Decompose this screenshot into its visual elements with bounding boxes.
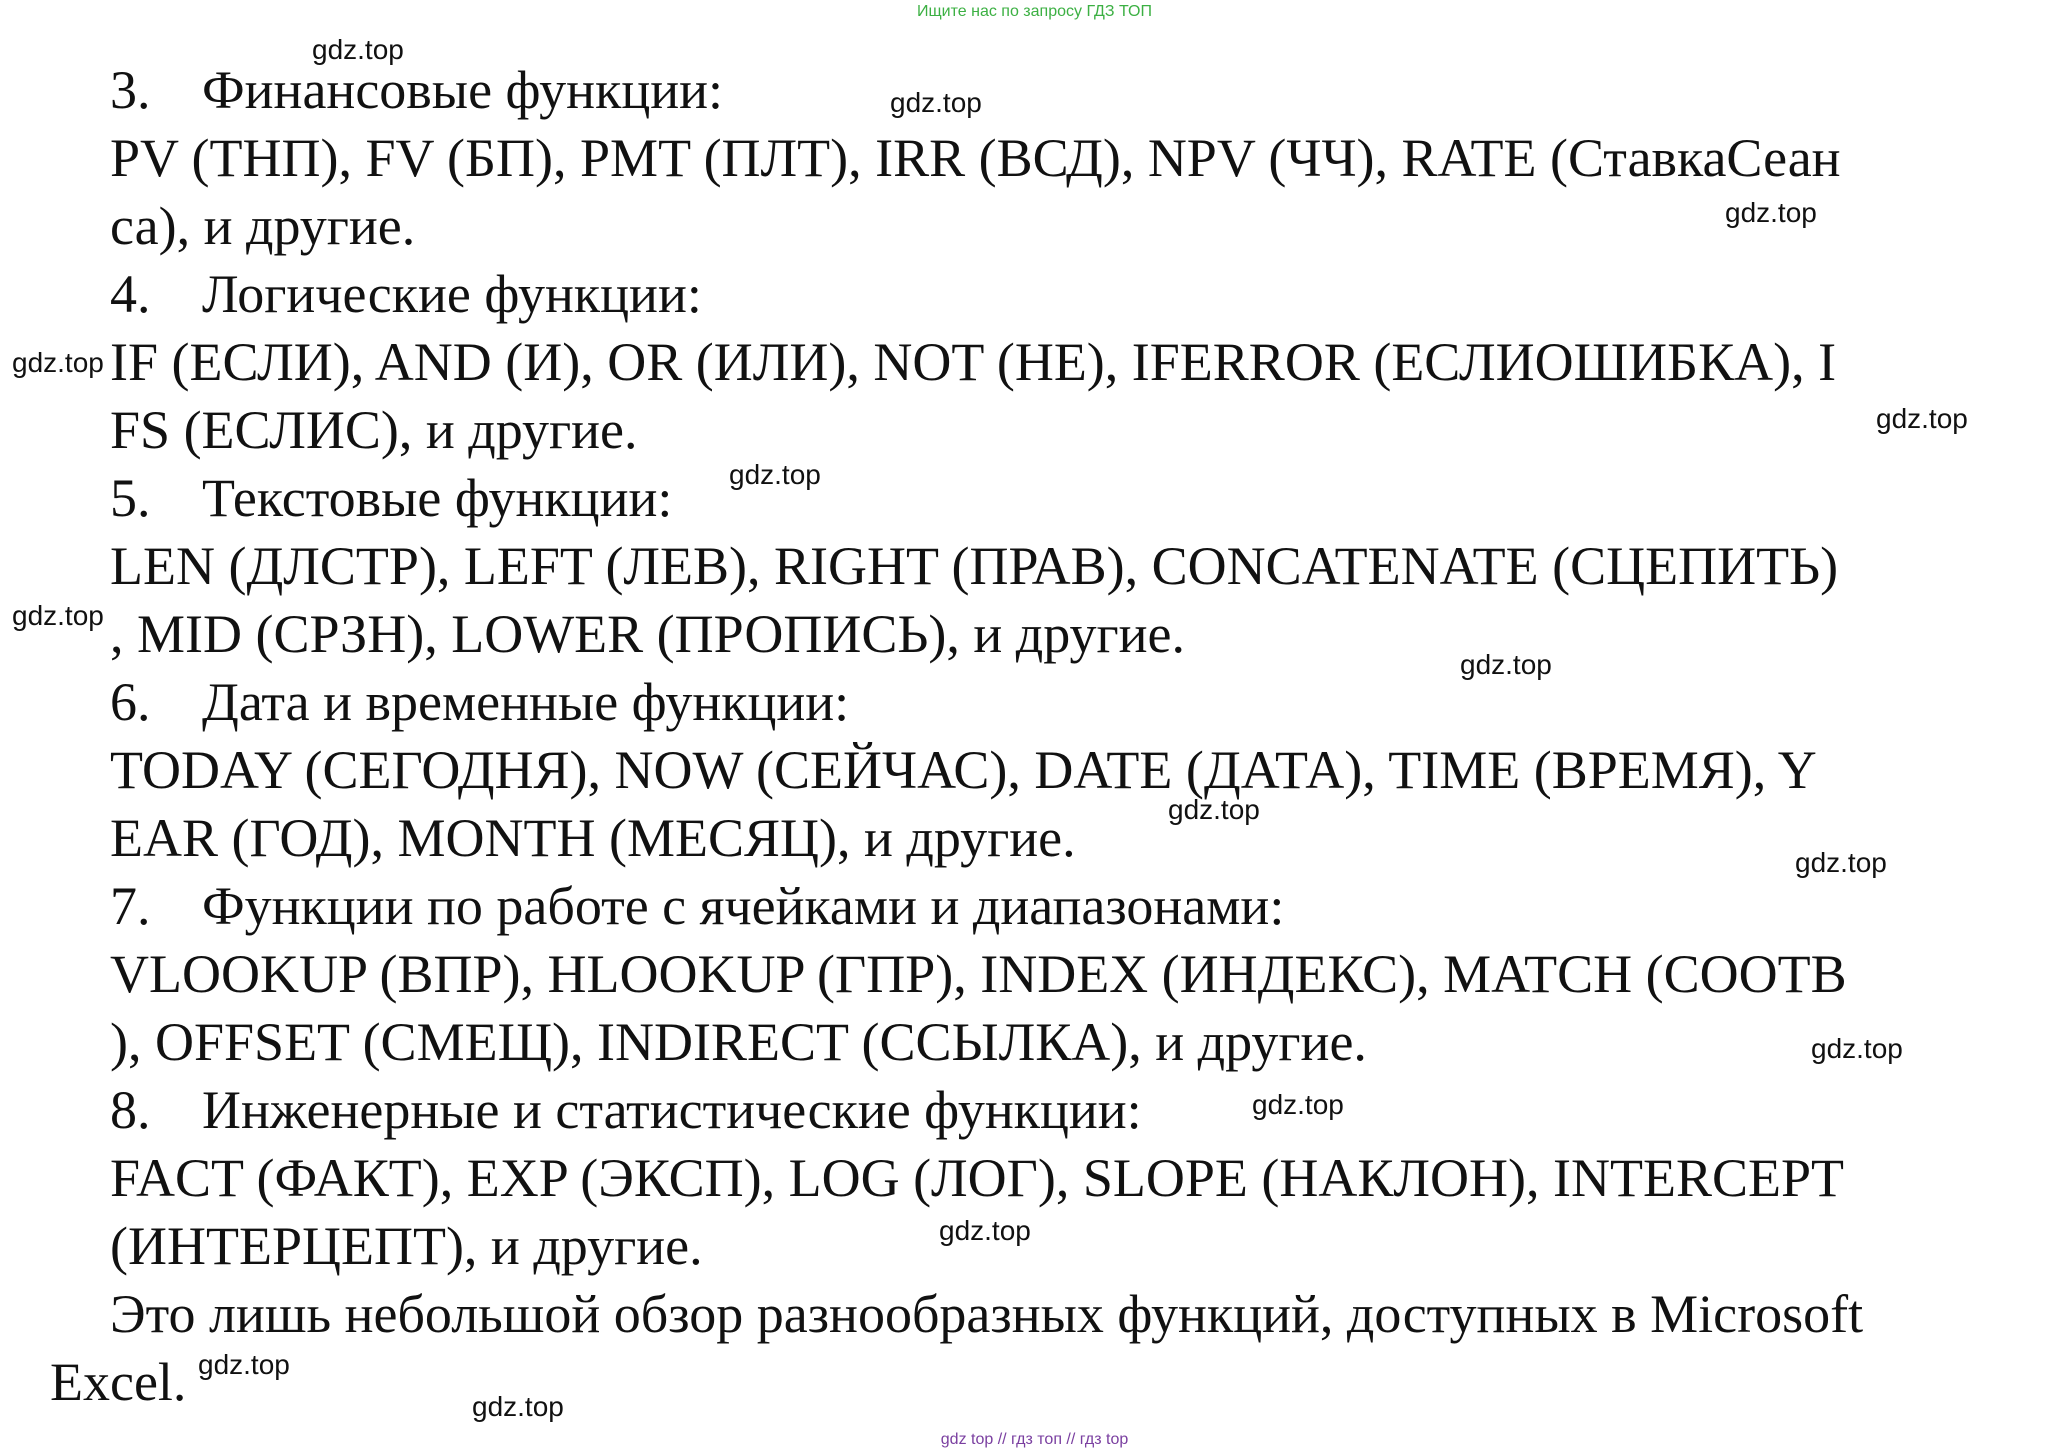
section-text-line: , MID (СРЗН), LOWER (ПРОПИСЬ), и другие.: [110, 604, 1186, 664]
section-heading: [110, 1080, 1142, 1140]
section-text-line: FACT (ФАКТ), EXP (ЭКСП), LOG (ЛОГ), SLOPE (НАКЛОН), INTERCEPT: [110, 1148, 1844, 1208]
watermark: gdz.top: [312, 34, 404, 65]
watermark: gdz.top: [12, 347, 104, 378]
section-text-line: са), и другие.: [110, 196, 416, 256]
watermark: gdz.top: [1168, 794, 1260, 825]
section-text-line: (ИНТЕРЦЕПТ), и другие.: [110, 1216, 703, 1276]
section-text-line: VLOOKUP (ВПР), HLOOKUP (ГПР), INDEX (ИНДЕКС), MATCH (СООТВ: [110, 944, 1847, 1004]
watermark: gdz.top: [198, 1349, 290, 1380]
section-title: Текстовые функции:: [202, 468, 673, 528]
watermark: gdz.top: [1725, 197, 1817, 228]
conclusion-line: Это лишь небольшой обзор разнообразных функций, доступных в Microsoft: [110, 1284, 1864, 1344]
section-number: 8.: [110, 1080, 151, 1140]
watermark: gdz.top: [1811, 1033, 1903, 1064]
section-title: Логические функции:: [202, 264, 702, 324]
watermark: gdz.top: [729, 459, 821, 490]
section-title: Дата и временные функции:: [202, 672, 850, 732]
watermark: gdz.top: [1795, 847, 1887, 878]
section-text-line: LEN (ДЛСТР), LEFT (ЛЕВ), RIGHT (ПРАВ), CONCATENATE (СЦЕПИТЬ): [110, 536, 1839, 596]
section-title: Инженерные и статистические функции:: [202, 1080, 1142, 1140]
section-number: 7.: [110, 876, 151, 936]
top-banner: Ищите нас по запросу ГДЗ ТОП: [917, 3, 1152, 20]
section-title: Функции по работе с ячейками и диапазонами:: [202, 876, 1285, 936]
section-number: 6.: [110, 672, 151, 732]
section-title: Финансовые функции:: [202, 60, 724, 120]
section-number: 5.: [110, 468, 151, 528]
watermark: gdz.top: [1460, 649, 1552, 680]
section-heading: [110, 264, 702, 324]
section-text-line: ), OFFSET (СМЕЩ), INDIRECT (ССЫЛКА), и другие.: [110, 1012, 1367, 1072]
section-text-line: TODAY (СЕГОДНЯ), NOW (СЕЙЧАС), DATE (ДАТА), TIME (ВРЕМЯ), Y: [110, 740, 1817, 800]
section-heading: [110, 60, 723, 120]
section-heading: [110, 672, 849, 732]
section-text-line: FS (ЕСЛИС), и другие.: [110, 400, 638, 460]
watermark: gdz.top: [890, 87, 982, 118]
watermark: gdz.top: [12, 600, 104, 631]
watermark: gdz.top: [1876, 403, 1968, 434]
watermark: gdz.top: [472, 1391, 564, 1422]
section-text-line: PV (ТНП), FV (БП), PMT (ПЛТ), IRR (ВСД), NPV (ЧЧ), RATE (СтавкаСеан: [110, 128, 1841, 188]
section-heading: [110, 876, 1284, 936]
conclusion-line: Excel.: [50, 1352, 187, 1412]
section-number: 4.: [110, 264, 151, 324]
watermark: gdz.top: [1252, 1089, 1344, 1120]
section-number: 3.: [110, 60, 151, 120]
section-text-line: IF (ЕСЛИ), AND (И), OR (ИЛИ), NOT (НЕ), IFERROR (ЕСЛИОШИБКА), I: [110, 332, 1837, 392]
watermark: gdz.top: [939, 1215, 1031, 1246]
section-text-line: EAR (ГОД), MONTH (МЕСЯЦ), и другие.: [110, 808, 1076, 868]
bottom-banner: gdz top // гдз топ // гдз top: [940, 1431, 1129, 1448]
section-heading: [110, 468, 672, 528]
